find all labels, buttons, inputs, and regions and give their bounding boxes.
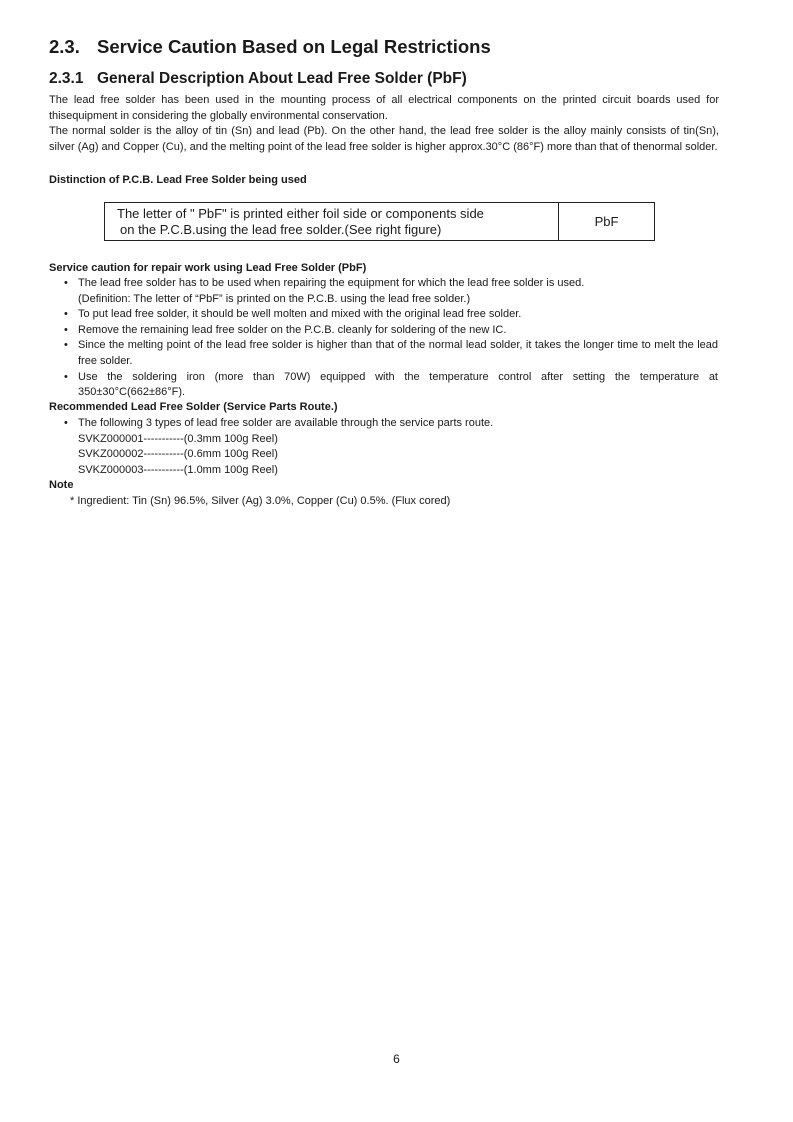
list-item-text: To put lead free solder, it should be well molten and mixed with the original lead free solder. <box>78 308 522 321</box>
note-label: Note <box>49 479 74 491</box>
bullet: • <box>64 277 68 289</box>
recommended-list <box>64 416 718 478</box>
part-number: SVKZ000001-----------(0.3mm 100g Reel) <box>78 432 278 445</box>
list-item <box>64 323 718 339</box>
subsection-title: General Description About Lead Free Solder (PbF) <box>97 70 467 87</box>
bullet: • <box>64 417 68 429</box>
list-item <box>64 416 718 432</box>
list-item-text: Since the melting point of the lead free solder is higher than that of the normal lead solder, it takes the longer time to melt the lead free solder. <box>78 339 718 367</box>
pbf-mark: PbF <box>594 214 619 229</box>
list-item <box>64 370 718 401</box>
paragraph-lead-free-usage: The lead free solder has been used in the mounting process of all electrical components on the printed circuit boards used for thisequipment in considering the globally environmental conservation. <box>49 94 719 122</box>
list-item-text: Use the soldering iron (more than 70W) equipped with the temperature control after setting the temperature at 350±30°C(662±86°F). <box>78 370 718 399</box>
note-text: * Ingredient: Tin (Sn) 96.5%, Silver (Ag) 3.0%, Copper (Cu) 0.5%. (Flux cored) <box>70 495 451 507</box>
list-item-text: Remove the remaining lead free solder on the P.C.B. cleanly for soldering of the new IC. <box>78 323 507 336</box>
list-item-text: (Definition: The letter of “PbF” is printed on the P.C.B. using the lead free solder.) <box>78 292 471 305</box>
part-number: SVKZ000003-----------(1.0mm 100g Reel) <box>78 463 278 476</box>
pbf-description-cell <box>105 203 559 240</box>
pbf-distinction-box <box>104 202 655 241</box>
bullet: • <box>64 323 68 336</box>
bullet: • <box>64 308 68 321</box>
page-number: 6 <box>393 1052 400 1066</box>
pbf-description-line-2: on the P.C.B.using the lead free solder.(See right figure) <box>120 222 442 237</box>
caution-label: Service caution for repair work using Lead Free Solder (PbF) <box>49 262 367 274</box>
list-item <box>64 338 718 369</box>
caution-list <box>64 276 718 401</box>
list-item-definition <box>64 292 718 308</box>
list-item-text: The following 3 types of lead free solder are available through the service parts route. <box>78 417 494 429</box>
subsection-number: 2.3.1 <box>49 70 84 87</box>
pbf-mark-cell <box>559 203 654 240</box>
part-number: SVKZ000002-----------(0.6mm 100g Reel) <box>78 448 278 461</box>
pbf-description-line-1: The letter of " PbF" is printed either foil side or components side <box>117 206 484 221</box>
section-number: 2.3. <box>49 36 80 57</box>
distinction-label: Distinction of P.C.B. Lead Free Solder being used <box>49 174 307 186</box>
list-item <box>64 307 718 323</box>
subsection-heading <box>49 70 467 88</box>
list-item-text: The lead free solder has to be used when repairing the equipment for which the lead free solder is used. <box>78 277 585 289</box>
list-item <box>64 276 718 292</box>
recommended-label: Recommended Lead Free Solder (Service Parts Route.) <box>49 401 338 413</box>
bullet: • <box>64 339 68 352</box>
section-heading <box>49 36 491 58</box>
paragraph-solder-composition: The normal solder is the alloy of tin (Sn) and lead (Pb). On the other hand, the lead free solder is the alloy mainly consists of tin(Sn), silver (Ag) and Copper (Cu), and the melting point of the lead free solder is higher approx.30°C (86°F) more than that of thenormal solder. <box>49 125 719 153</box>
section-title: Service Caution Based on Legal Restrictions <box>97 36 491 57</box>
bullet: • <box>64 370 68 383</box>
